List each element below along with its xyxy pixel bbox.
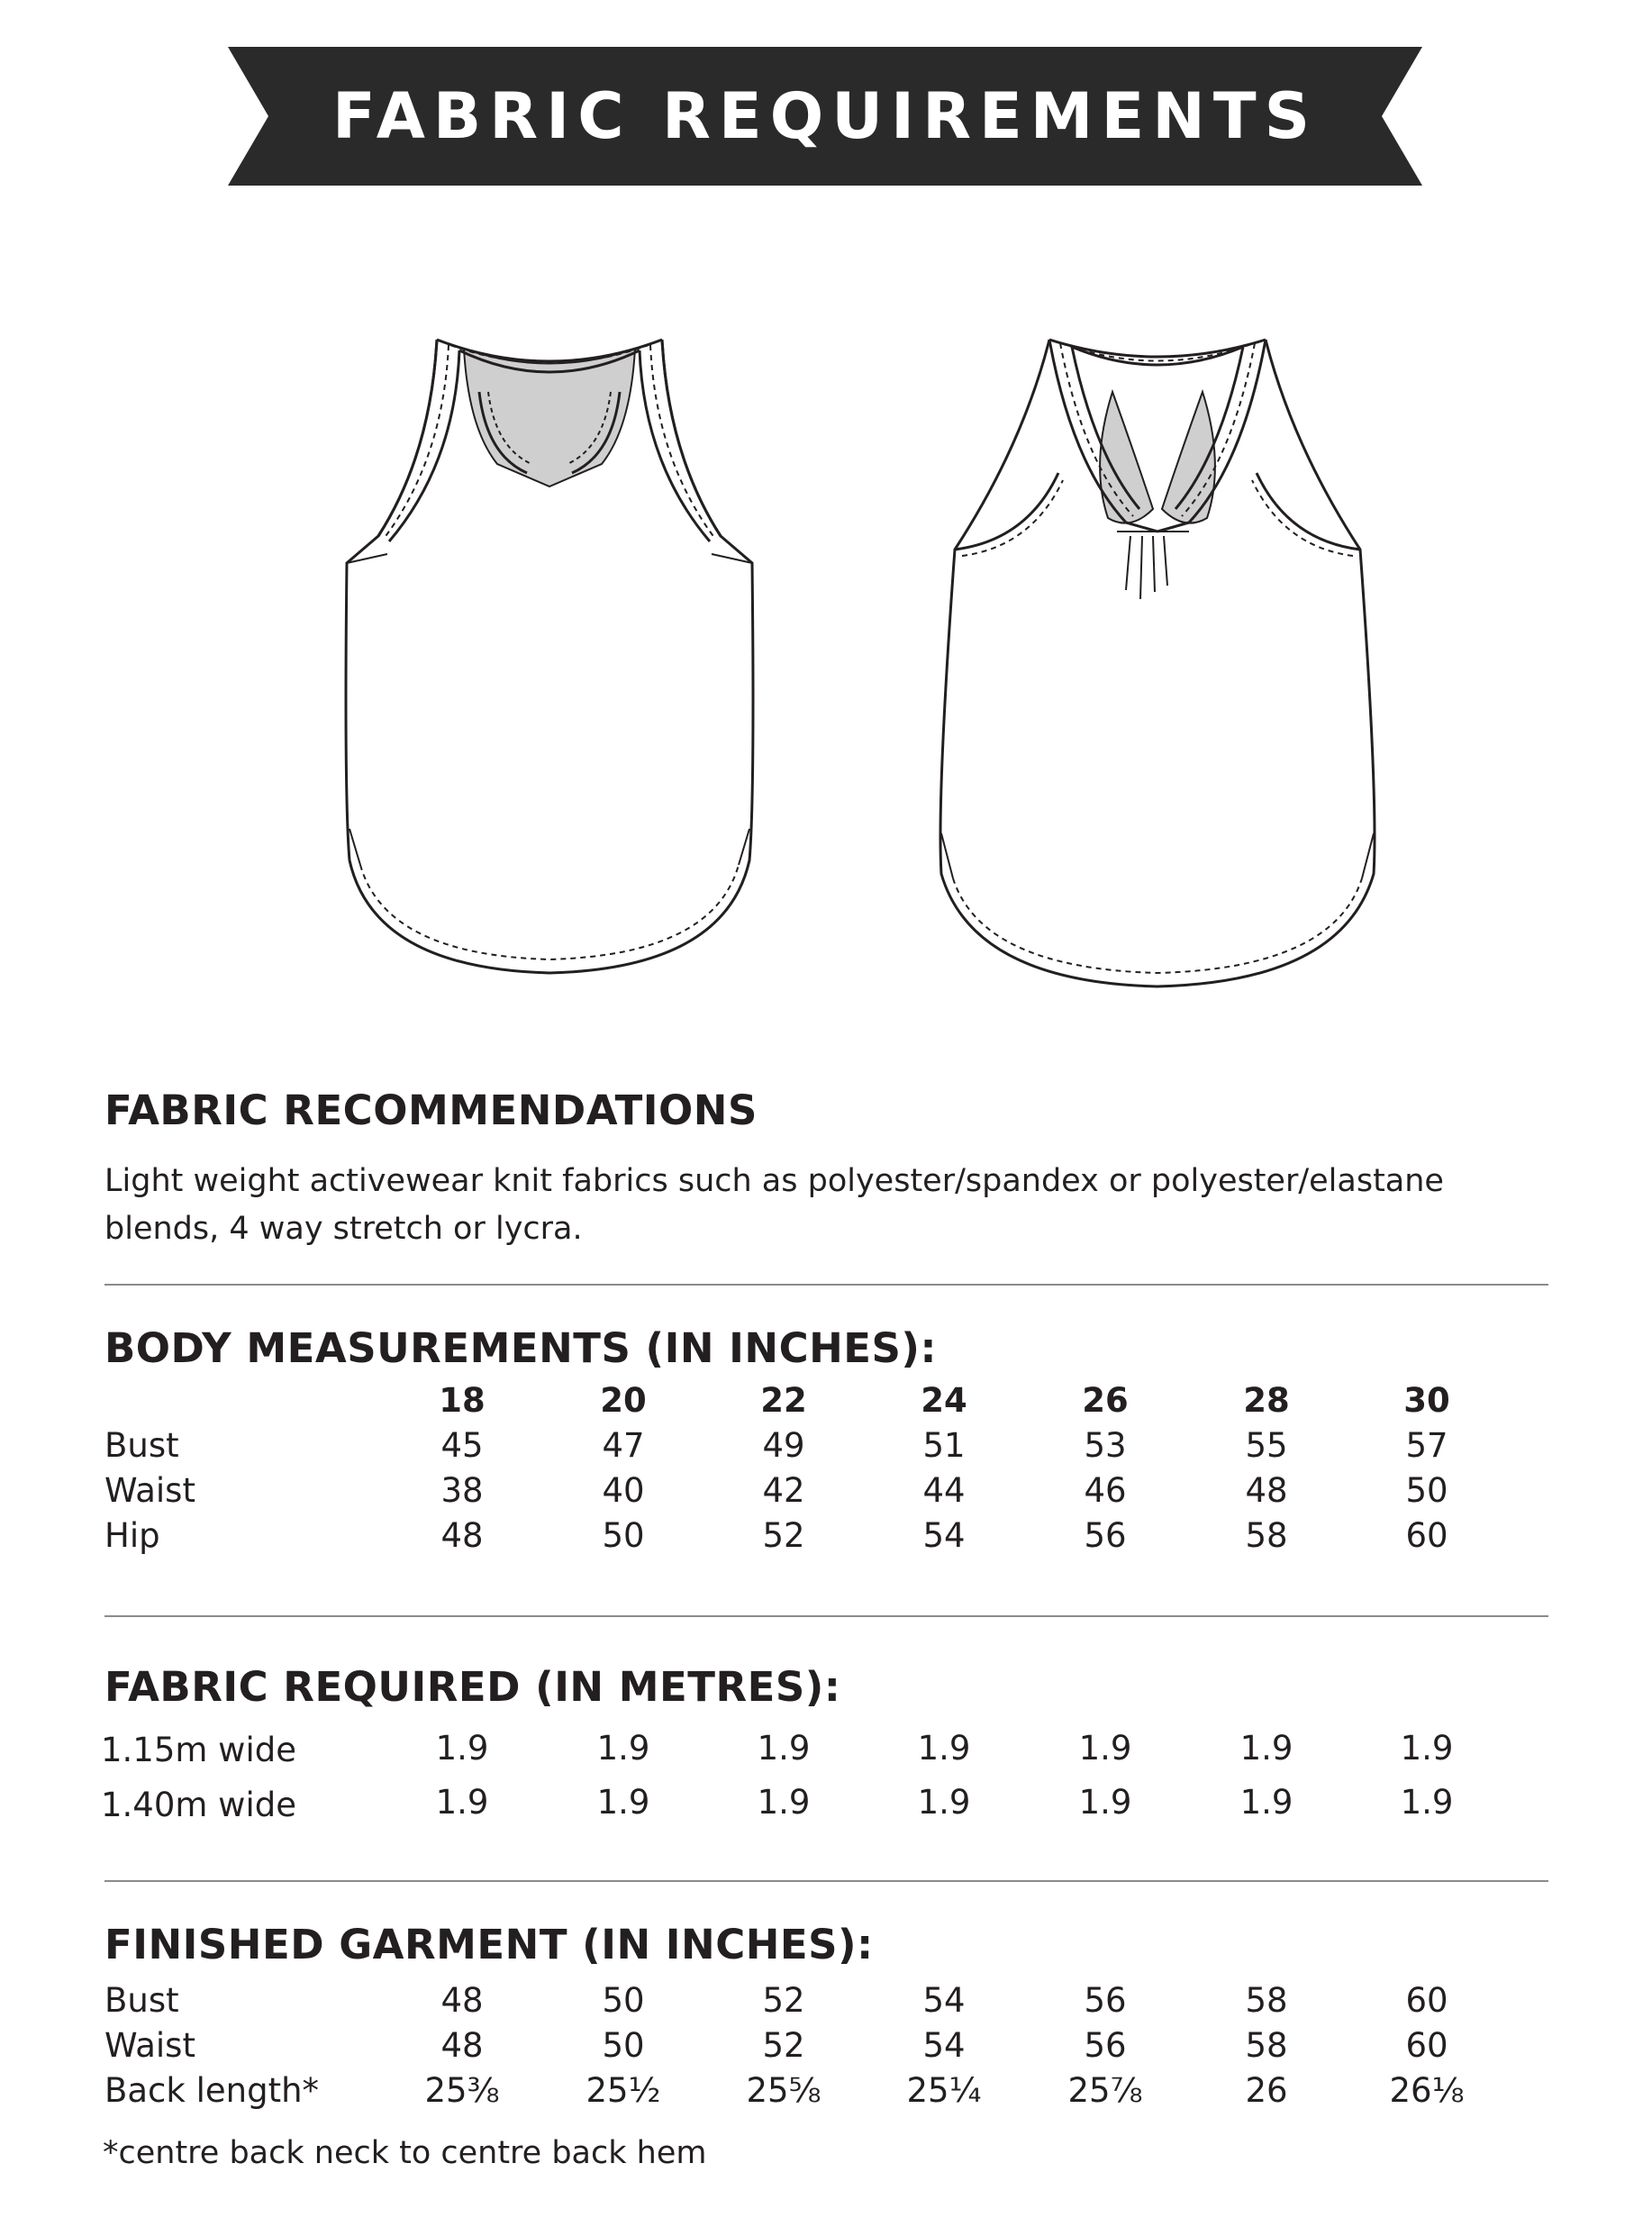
row-label: Hip — [104, 1516, 160, 1555]
table-cell: 48 — [440, 1516, 484, 1555]
table-cell: 1.9 — [435, 1729, 489, 1768]
table-cell: 25¼ — [906, 2071, 982, 2110]
table-cell: 1.9 — [1400, 1729, 1454, 1768]
size-header: 18 — [439, 1381, 486, 1420]
table-cell: 50 — [602, 2026, 645, 2065]
finished-garment-heading: FINISHED GARMENT (IN INCHES): — [104, 1921, 874, 1968]
footnote: *centre back neck to centre back hem — [103, 2135, 707, 2171]
table-cell: 56 — [1084, 2026, 1127, 2065]
table-cell: 57 — [1405, 1426, 1448, 1465]
table-cell: 50 — [602, 1981, 645, 2020]
size-header: 30 — [1403, 1381, 1450, 1420]
table-cell: 50 — [602, 1516, 645, 1555]
table-cell: 1.9 — [1239, 1783, 1293, 1822]
fabric-recommendations-text: Light weight activewear knit fabrics such as polyester/spandex or polyester/elastane blends, 4 way stretch or lycra. — [104, 1163, 1444, 1247]
table-cell: 26⅛ — [1389, 2071, 1465, 2110]
size-header: 28 — [1243, 1381, 1290, 1420]
size-header: 26 — [1082, 1381, 1129, 1420]
table-cell: 25½ — [585, 2071, 661, 2110]
table-cell: 46 — [1084, 1471, 1127, 1510]
table-cell: 54 — [922, 1981, 966, 2020]
table-cell: 52 — [762, 2026, 805, 2065]
table-cell: 1.9 — [1239, 1729, 1293, 1768]
table-cell: 52 — [762, 1981, 805, 2020]
table-cell: 25⅞ — [1067, 2071, 1143, 2110]
table-cell: 55 — [1245, 1426, 1288, 1465]
table-cell: 60 — [1405, 2026, 1448, 2065]
table-cell: 1.9 — [1078, 1729, 1132, 1768]
page-title: FABRIC REQUIREMENTS — [331, 79, 1319, 153]
section-divider — [104, 1615, 1548, 1617]
row-label: 1.15m wide — [101, 1731, 296, 1769]
table-cell: 1.9 — [1400, 1783, 1454, 1822]
section-divider — [104, 1284, 1548, 1286]
row-label: 1.40m wide — [101, 1786, 296, 1824]
front-view-illustration — [333, 329, 766, 982]
table-cell: 1.9 — [596, 1729, 650, 1768]
body-measurements-heading: BODY MEASUREMENTS (IN INCHES): — [104, 1324, 937, 1372]
table-cell: 25⅜ — [424, 2071, 500, 2110]
table-cell: 54 — [922, 2026, 966, 2065]
fabric-required-heading: FABRIC REQUIRED (IN METRES): — [104, 1663, 841, 1711]
row-label: Waist — [104, 2026, 195, 2065]
table-cell: 60 — [1405, 1516, 1448, 1555]
table-cell: 53 — [1084, 1426, 1127, 1465]
table-cell: 1.9 — [757, 1729, 811, 1768]
table-cell: 58 — [1245, 1981, 1288, 2020]
table-cell: 1.9 — [596, 1783, 650, 1822]
table-cell: 1.9 — [917, 1729, 971, 1768]
size-header: 22 — [760, 1381, 807, 1420]
back-view-illustration — [937, 329, 1378, 991]
table-cell: 40 — [602, 1471, 645, 1510]
table-cell: 50 — [1405, 1471, 1448, 1510]
table-cell: 44 — [922, 1471, 966, 1510]
title-banner — [228, 47, 1422, 186]
table-cell: 45 — [440, 1426, 484, 1465]
table-cell: 56 — [1084, 1981, 1127, 2020]
row-label: Back length* — [104, 2071, 320, 2110]
section-divider — [104, 1880, 1548, 1882]
table-cell: 26 — [1245, 2071, 1288, 2110]
size-header: 24 — [921, 1381, 967, 1420]
table-cell: 1.9 — [917, 1783, 971, 1822]
table-cell: 52 — [762, 1516, 805, 1555]
table-cell: 48 — [1245, 1471, 1288, 1510]
table-cell: 54 — [922, 1516, 966, 1555]
table-cell: 25⅝ — [746, 2071, 821, 2110]
row-label: Waist — [104, 1471, 195, 1510]
table-cell: 48 — [440, 2026, 484, 2065]
size-header: 20 — [600, 1381, 647, 1420]
table-cell: 58 — [1245, 1516, 1288, 1555]
table-cell: 60 — [1405, 1981, 1448, 2020]
table-cell: 49 — [762, 1426, 805, 1465]
row-label: Bust — [104, 1981, 179, 2020]
table-cell: 1.9 — [1078, 1783, 1132, 1822]
table-cell: 1.9 — [435, 1783, 489, 1822]
table-cell: 58 — [1245, 2026, 1288, 2065]
table-cell: 1.9 — [757, 1783, 811, 1822]
table-cell: 48 — [440, 1981, 484, 2020]
table-cell: 42 — [762, 1471, 805, 1510]
table-cell: 56 — [1084, 1516, 1127, 1555]
row-label: Bust — [104, 1426, 179, 1465]
table-cell: 51 — [922, 1426, 966, 1465]
table-cell: 38 — [440, 1471, 484, 1510]
fabric-recommendations-heading: FABRIC RECOMMENDATIONS — [104, 1086, 758, 1134]
table-cell: 47 — [602, 1426, 645, 1465]
